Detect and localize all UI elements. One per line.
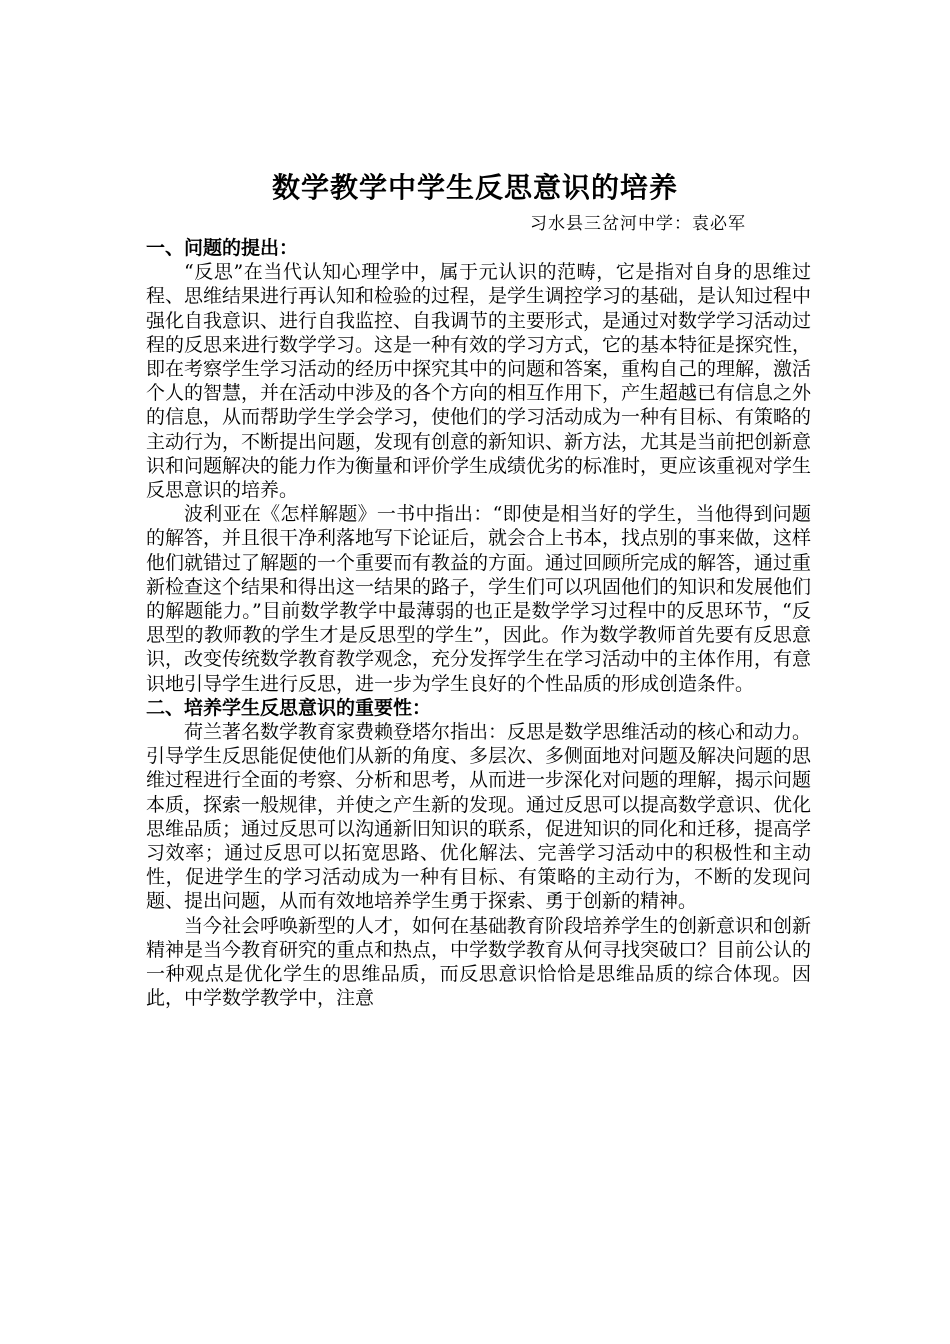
section-heading: 二、培养学生反思意识的重要性： bbox=[146, 696, 432, 719]
paragraph: 波利亚在《怎样解题》一书中指出：“即使是相当好的学生，当他得到问题的解答，并且很干净利落地写下论证后，就会合上书本，找点别的事来做，这样他们就错过了解题的一个重要而有教益的方面。通过回顾所完成的解答，通过重新检查这个结果和得出这一结果的路子，学生们可以巩固他们的知识和发展他们的解题能力。”目前数学教学中最薄弱的也正是数学学习过程中的反思环节，“反思型的教师教的学生才是反思型的学生”，因此。作为数学教师首先要有反思意识，改变传统数学教育教学观念，充分发挥学生在学习活动中的主体作用，有意识地引导学生进行反思，进一步为学生良好的个性品质的形成创造条件。 bbox=[146, 503, 812, 695]
section-importance bbox=[146, 696, 811, 1011]
paragraph: 当今社会呼唤新型的人才，如何在基础教育阶段培养学生的创新意识和创新精神是当今教育研究的重点和热点，中学数学教育从何寻找突破口？目前公认的一种观点是优化学生的思维品质，而反思意识恰恰是思维品质的综合体现。因此，中学数学教学中，注意 bbox=[146, 914, 812, 1010]
paragraph: “反思”在当代认知心理学中，属于元认识的范畴，它是指对自身的思维过程、思维结果进行再认知和检验的过程，是学生调控学习的基础，是认知过程中强化自我意识、进行自我监控、自我调节的主要形式，是通过对数学学习活动过程的反思来进行数学学习。这是一种有效的学习方式，它的基本特征是探究性，即在考察学生学习活动的经历中探究其中的问题和答案，重构自己的理解，激活个人的智慧，并在活动中涉及的各个方向的相互作用下，产生超越已有信息之外的信息，从而帮助学生学会学习，使他们的学习活动成为一种有目标、有策略的主动行为，不断提出问题，发现有创意的新知识、新方法，尤其是当前把创新意识和问题解决的能力作为衡量和评价学生成绩优劣的标准时，更应该重视对学生反思意识的培养。 bbox=[146, 261, 812, 502]
section-problem bbox=[146, 236, 811, 696]
page-title: 数学教学中学生反思意识的培养 bbox=[271, 171, 678, 204]
author-line: 习水县三岔河中学：袁必军 bbox=[530, 214, 746, 234]
document-body bbox=[146, 236, 811, 1011]
paragraph: 荷兰著名数学教育家费赖登塔尔指出：反思是数学思维活动的核心和动力。引导学生反思能促使他们从新的角度、多层次、多侧面地对问题及解决问题的思维过程进行全面的考察、分析和思考，从而进一步深化对问题的理解，揭示问题本质，探索一般规律，并使之产生新的发现。通过反思可以提高数学意识、优化思维品质；通过反思可以沟通新旧知识的联系，促进知识的同化和迁移，提高学习效率；通过反思可以拓宽思路、优化解法、完善学习活动中的积极性和主动性，促进学生的学习活动成为一种有目标、有策略的主动行为，不断的发现问题、提出问题，从而有效地培养学生勇于探索、勇于创新的精神。 bbox=[146, 721, 812, 913]
section-heading: 一、问题的提出： bbox=[146, 237, 299, 259]
